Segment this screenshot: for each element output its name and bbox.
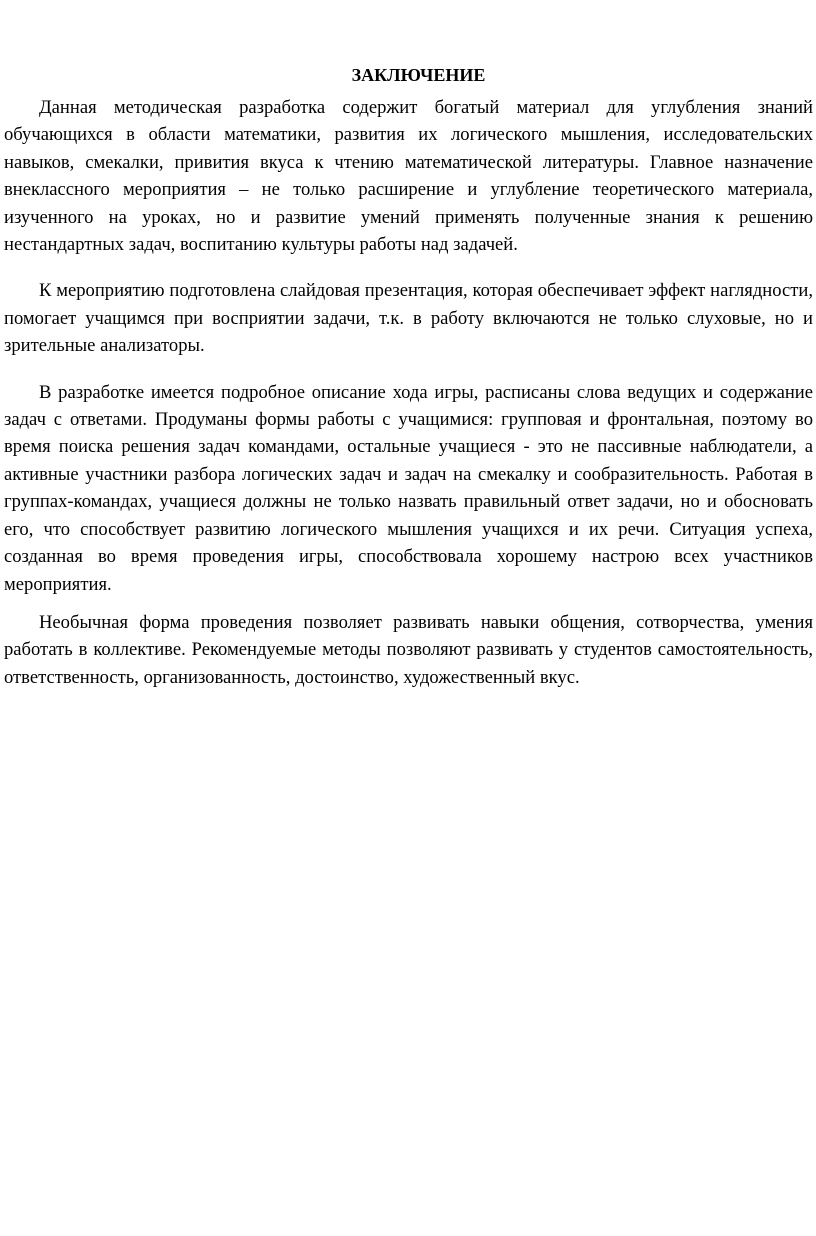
document-body [4, 62, 813, 691]
paragraph-3: В разработке имеется подробное описание хода игры, расписаны слова ведущих и содержание задач с ответами. Продуманы формы работы с учащимися: групповая и фронтальная, поэтому во время поиска решения задач командами, остальные учащиеся - это не пассивные наблюдатели, а активные участники разбора логических задач и задач на смекалку и сообразительность. Работая в группах-командах, учащиеся должны не только назвать правильный ответ задачи, но и обосновать его, что способствует развитию логического мышления учащихся и их речи. Ситуация успеха, созданная во время проведения игры, способствовала хорошему настрою всех участников мероприятия. [4, 381, 813, 595]
paragraph-4: Необычная форма проведения позволяет развивать навыки общения, сотворчества, умения работать в коллективе. Рекомендуемые методы позволяют развивать у студентов самостоятельность, ответственность, организованность, достоинство, художественный вкус. [4, 611, 813, 688]
paragraph-1: Данная методическая разработка содержит богатый материал для углубления знаний обучающихся в области математики, развития их логического мышления, исследовательских навыков, смекалки, привития вкуса к чтению математической литературы. Главное назначение внеклассного мероприятия – не только расширение и углубление теоретического материала, изученного на уроках, но и развитие умений применять полученные знания к решению нестандартных задач, воспитанию культуры работы над задачей. [4, 97, 813, 256]
section-heading: ЗАКЛЮЧЕНИЕ [351, 65, 486, 85]
paragraph-2: К мероприятию подготовлена слайдовая презентация, которая обеспечивает эффект наглядности, помогает учащимся при восприятии задачи, т.к. в работу включаются не только слуховые, но и зрительные анализаторы. [4, 280, 813, 357]
